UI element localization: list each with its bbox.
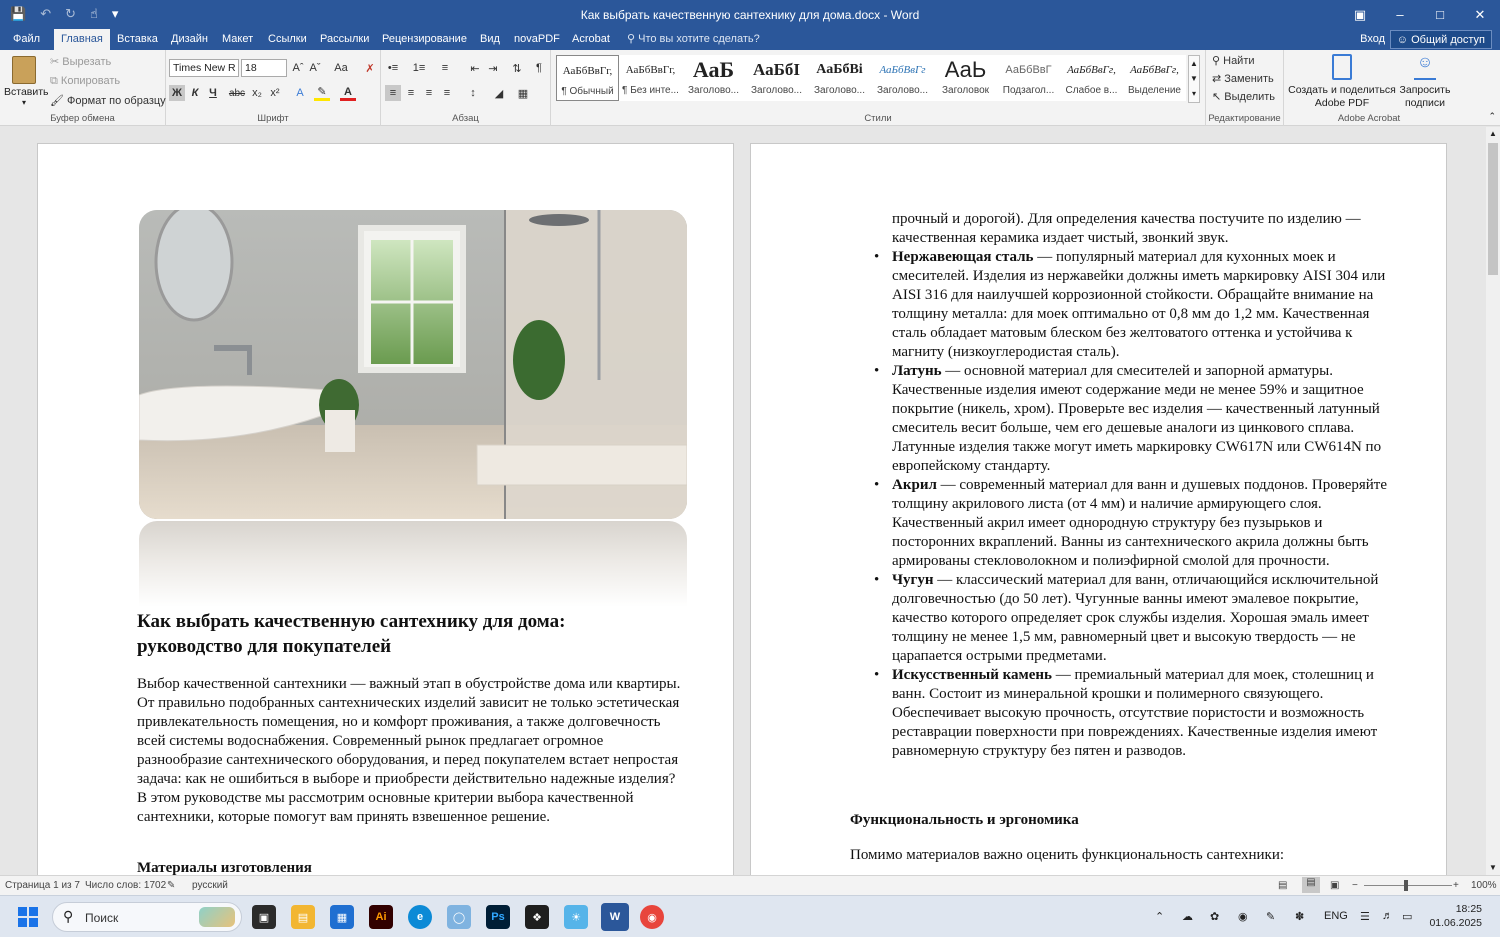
grow-font-icon[interactable]: Aˆ bbox=[292, 62, 304, 74]
replace-icon: ⇄ bbox=[1212, 73, 1225, 85]
bullets-icon[interactable]: •≡ bbox=[387, 62, 399, 74]
read-mode-icon[interactable]: ▤ bbox=[1278, 880, 1288, 891]
numbering-icon[interactable]: 1≡ bbox=[412, 62, 426, 74]
group-paragraph bbox=[381, 50, 551, 126]
function-heading: Функциональность и эргономика bbox=[850, 812, 1079, 828]
edge-icon[interactable]: e bbox=[408, 905, 432, 929]
group-styles bbox=[551, 50, 1206, 126]
style-normal[interactable]: АаБбВвГг, ¶ Обычный bbox=[556, 55, 619, 101]
materials-heading: Материалы изготовления bbox=[137, 860, 312, 875]
ribbon-tabs bbox=[0, 29, 1500, 50]
subscript-icon[interactable]: x₂ bbox=[252, 87, 262, 99]
sign-in-link[interactable]: Вход bbox=[1360, 33, 1385, 45]
superscript-icon[interactable]: x² bbox=[270, 87, 280, 99]
bluetooth-icon[interactable]: ✽ bbox=[1295, 911, 1305, 923]
style-heading-1[interactable]: АаБ Заголово... bbox=[682, 55, 745, 101]
select-button[interactable]: ↖ Выделить bbox=[1212, 91, 1276, 103]
vertical-scrollbar[interactable] bbox=[1486, 127, 1500, 875]
create-pdf-button[interactable]: Создать и поделиться Adobe PDF bbox=[1286, 54, 1398, 110]
function-paragraph: Помимо материалов важно оценить функциональность сантехники: bbox=[850, 847, 1285, 863]
tab-novapdf[interactable]: novaPDF bbox=[514, 33, 560, 45]
tab-acrobat[interactable]: Acrobat bbox=[572, 33, 610, 45]
cut-button[interactable]: ✂ Вырезать bbox=[50, 56, 112, 68]
style-emphasis[interactable]: АаБбВвГг, Выделение bbox=[1123, 55, 1186, 101]
weather-icon[interactable]: ☀ bbox=[564, 905, 588, 929]
bullet-icon: • bbox=[874, 363, 880, 379]
change-case-icon[interactable]: Aa bbox=[334, 62, 348, 74]
bullet-list bbox=[874, 210, 1397, 761]
ribbon-home bbox=[0, 50, 1500, 126]
clock-time[interactable]: 18:25 bbox=[1455, 903, 1482, 915]
wifi-icon[interactable]: ☰ bbox=[1360, 911, 1370, 923]
tab-file[interactable]: Файл bbox=[13, 33, 41, 45]
taskbar bbox=[0, 895, 1500, 937]
pilcrow-icon[interactable]: ¶ bbox=[536, 62, 542, 74]
group-label: Шрифт bbox=[257, 113, 289, 124]
search-icon: ⚲ bbox=[63, 908, 74, 924]
group-clipboard bbox=[0, 50, 166, 126]
style-subtitle[interactable]: АаБбВвГ Подзагол... bbox=[997, 55, 1060, 101]
onedrive-icon[interactable]: ☁ bbox=[1182, 911, 1193, 923]
lightbulb-icon: ⚲ bbox=[627, 33, 639, 45]
font-family-select[interactable]: Times New R bbox=[169, 59, 239, 77]
font-size-select[interactable]: 18 bbox=[241, 59, 287, 77]
increase-indent-icon[interactable]: ⇥ bbox=[488, 62, 498, 75]
text-effects-icon[interactable]: A bbox=[296, 87, 304, 99]
tab-view[interactable]: Вид bbox=[480, 33, 500, 45]
tray-app-icon[interactable]: ✿ bbox=[1210, 911, 1220, 923]
clock-date[interactable]: 01.06.2025 bbox=[1429, 917, 1482, 929]
photo-reflection bbox=[139, 521, 687, 607]
maximize-button[interactable]: □ bbox=[1436, 7, 1444, 22]
list-item: • Нержавеющая сталь — популярный материал для кухонных моек и смесителей. Изделия из нержавейки должны иметь маркировку AISI 304 или AISI 316 для наилучшей коррозионной стойкости. Обращайте внимание на толщину металла: для моек оптимально от 0,8 мм до 1,2 мм. Качественная сталь обладает матовым блеском без желтоватого оттенка и устойчива к магниту (низкоуглеродистая сталь). bbox=[874, 249, 1386, 360]
zoom-level[interactable]: 100% bbox=[1471, 880, 1497, 891]
paste-button[interactable]: Вставить ▾ bbox=[4, 54, 44, 112]
minimize-button[interactable]: – bbox=[1396, 7, 1404, 22]
list-item: • Латунь — основной материал для смесителей и запорной арматуры. Качественные изделия имеют содержание меди не менее 59% и защитное покрытие (никель, хром). Проверьте вес изделия — качественный латунный смеситель весит больше, чем его дешевые аналоги из цинкового сплава. Латунные изделия также могут иметь маркировку CW617N или CW614N по европейскому стандарту. bbox=[874, 363, 1382, 474]
illustrator-icon[interactable]: Ai bbox=[369, 905, 393, 929]
find-button[interactable]: ⚲ Найти bbox=[1212, 55, 1255, 67]
bullet-icon: • bbox=[874, 572, 880, 588]
window-title: Как выбрать качественную сантехнику для дома.docx - Word bbox=[580, 8, 920, 22]
zoom-in-icon[interactable]: + bbox=[1453, 880, 1459, 891]
title-bar bbox=[0, 0, 1500, 29]
styles-scroll[interactable]: ▲ ▼ ▾ bbox=[1188, 55, 1200, 103]
clear-formatting-icon[interactable]: ✗ bbox=[365, 62, 375, 75]
document-heading: Как выбрать качественную сантехнику для дома: руководство для покупателей bbox=[137, 611, 566, 657]
line-spacing-icon[interactable]: ↕ bbox=[470, 87, 476, 99]
zoom-out-icon[interactable]: − bbox=[1352, 880, 1358, 891]
group-font bbox=[166, 50, 381, 126]
tray-app2-icon[interactable]: ◉ bbox=[1238, 911, 1248, 923]
group-label: Абзац bbox=[452, 113, 479, 124]
group-label: Adobe Acrobat bbox=[1337, 113, 1401, 124]
copy-icon: ⧉ bbox=[50, 75, 61, 87]
tab-insert[interactable]: Вставка bbox=[117, 33, 158, 45]
group-label: Буфер обмена bbox=[50, 113, 115, 124]
scroll-thumb[interactable] bbox=[1488, 143, 1498, 275]
figma-icon[interactable]: ❖ bbox=[525, 905, 549, 929]
sort-icon[interactable]: ⇅ bbox=[512, 62, 522, 75]
store-icon[interactable]: ▦ bbox=[330, 905, 354, 929]
style-title[interactable]: АаЬ Заголовок bbox=[934, 55, 997, 101]
highlight-icon[interactable]: ✎ bbox=[314, 85, 330, 101]
style-heading-3[interactable]: АаБбВі Заголово... bbox=[808, 55, 871, 101]
customize-qat-icon[interactable]: ▾ bbox=[111, 6, 119, 21]
keyboard-language[interactable]: ENG bbox=[1324, 910, 1348, 922]
bold-icon[interactable]: Ж bbox=[169, 85, 185, 101]
photoshop-icon[interactable]: Ps bbox=[486, 905, 510, 929]
group-label: Редактирование bbox=[1208, 113, 1281, 124]
tab-review[interactable]: Рецензирование bbox=[382, 33, 467, 45]
status-bar bbox=[0, 875, 1500, 895]
tray-chevron-icon[interactable]: ⌃ bbox=[1155, 911, 1165, 923]
align-left-icon[interactable]: ≡ bbox=[385, 85, 401, 101]
shading-icon[interactable]: ◢ bbox=[494, 87, 504, 100]
list-item: • Чугун — классический материал для ванн, отличающийся исключительной долговечностью (до 50 лет). Чугунные ванны имеют эмалевое покрытие, качество которого определяет срок службы изделия. Хорошая эмаль имеет толщину не менее 1,5 мм, равномерный цвет и высокую твердость — не царапается острыми предметами. bbox=[874, 572, 1379, 664]
group-acrobat bbox=[1284, 50, 1454, 126]
undo-icon[interactable]: ↶ bbox=[40, 6, 52, 21]
style-no-spacing[interactable]: АаБбВвГг, ¶ Без инте... bbox=[619, 55, 682, 101]
chrome-icon[interactable]: ◉ bbox=[640, 905, 664, 929]
zoom-slider[interactable] bbox=[1364, 885, 1452, 886]
save-icon[interactable]: 💾 bbox=[10, 6, 27, 21]
replace-button[interactable]: ⇄ Заменить bbox=[1212, 73, 1274, 85]
task-view-icon[interactable]: ▣ bbox=[252, 905, 276, 929]
font-color-icon[interactable]: A bbox=[340, 85, 356, 101]
bullet-icon: • bbox=[874, 477, 880, 493]
decrease-indent-icon[interactable]: ⇤ bbox=[470, 62, 480, 75]
bullet-icon: • bbox=[874, 667, 880, 683]
volume-icon[interactable]: ♬ bbox=[1382, 910, 1393, 922]
style-subtle-emphasis[interactable]: АаБбВвГг, Слабое в... bbox=[1060, 55, 1123, 101]
search-highlight-image bbox=[199, 907, 235, 927]
group-label: Стили bbox=[864, 113, 892, 124]
bullet-icon: • bbox=[874, 249, 880, 265]
chevron-down-icon: ▾ bbox=[21, 98, 26, 107]
borders-icon[interactable]: ▦ bbox=[517, 87, 529, 100]
redo-icon[interactable]: ↻ bbox=[65, 6, 76, 21]
request-signatures-button[interactable]: ☺ Запросить подписи bbox=[1399, 54, 1451, 109]
print-layout-icon[interactable]: ▤ bbox=[1302, 877, 1320, 893]
intro-paragraph: Выбор качественной сантехники — важный этап в обустройстве дома или квартиры. От правильно подобранных сантехнических изделий зависит не только эстетическая привлекательность помещения, но и комфорт проживания, а также долговечность всей системы водоснабжения. Современный рынок предлагает огромное разнообразие сантехнического оборудования, и перед покупателем встает непростая задача: как не ошибиться в выборе и приобрести действительно надежные изделия? В этом руководстве мы рассмотрим основные критерии выбора качественной сантехники, которые помогут вам принять взвешенное решение. bbox=[137, 676, 681, 825]
underline-icon[interactable]: Ч bbox=[209, 87, 217, 99]
page-counter[interactable]: Страница 1 из 7 bbox=[5, 880, 80, 891]
brush-icon: 🖌 bbox=[50, 95, 68, 107]
format-painter-button[interactable]: 🖌 Формат по образцу bbox=[50, 95, 166, 107]
pdf-icon bbox=[1332, 54, 1352, 80]
word-count[interactable]: Число слов: 1702 bbox=[85, 880, 167, 891]
web-layout-icon[interactable]: ▣ bbox=[1330, 880, 1340, 891]
list-item: • Акрил — современный материал для ванн и душевых поддонов. Проверяйте толщину акрилового листа (от 4 мм) и наличие армирующего слоя. Качественный акрил имеет однородную структуру без пузырьков и посторонних вкраплений. Ванны из сантехнического акрила должны быть армированы стекловолокном и полиэфирной смолой для прочности. bbox=[874, 477, 1388, 569]
bathroom-image bbox=[139, 210, 687, 519]
list-item: • Искусственный камень — премиальный материал для моек, столешниц и ванн. Состоит из минеральной крошки и полимерного связующего. Обеспечивает высокую прочность, отсутствие пористости и возможность реставрации поверхности при повреждениях. Качественные изделия имеют равномерную структуру без пятен и разводов. bbox=[874, 667, 1378, 759]
page-2[interactable] bbox=[750, 143, 1447, 875]
copy-button[interactable]: ⧉ Копировать bbox=[50, 75, 121, 87]
document-area bbox=[0, 127, 1486, 875]
style-heading-2[interactable]: АаБбІ Заголово... bbox=[745, 55, 808, 101]
proofing-icon[interactable]: ✎ bbox=[167, 880, 176, 891]
align-center-icon[interactable]: ≡ bbox=[407, 87, 415, 99]
shrink-font-icon[interactable]: Aˇ bbox=[309, 62, 321, 74]
close-button[interactable]: ✕ bbox=[1474, 6, 1486, 22]
scissors-icon: ✂ bbox=[50, 56, 63, 68]
style-heading-4[interactable]: АаБбВвГг Заголово... bbox=[871, 55, 934, 101]
ribbon-display-icon[interactable]: ▣ bbox=[1353, 6, 1367, 22]
tray-app3-icon[interactable]: ✎ bbox=[1266, 911, 1276, 923]
word-icon[interactable]: W bbox=[601, 903, 629, 931]
group-editing bbox=[1206, 50, 1284, 126]
bathroom-photo bbox=[139, 210, 687, 519]
list-continuation: прочный и дорогой). Для определения качества постучите по изделию — качественная керамика издает чистый, звонкий звук. bbox=[892, 211, 1361, 246]
clipboard-icon bbox=[12, 56, 36, 84]
person-icon: ☺ bbox=[1396, 34, 1412, 46]
tab-design[interactable]: Дизайн bbox=[171, 33, 208, 45]
battery-icon[interactable]: ▭ bbox=[1402, 911, 1413, 923]
tab-references[interactable]: Ссылки bbox=[268, 33, 307, 45]
file-explorer-icon[interactable]: ▤ bbox=[291, 905, 315, 929]
align-right-icon[interactable]: ≡ bbox=[425, 87, 433, 99]
scroll-up-icon[interactable]: ▲ bbox=[1489, 129, 1497, 138]
strikethrough-icon[interactable]: abc bbox=[228, 87, 246, 99]
scroll-down-icon[interactable]: ▼ bbox=[1489, 863, 1497, 872]
tell-me-search[interactable]: ⚲ Что вы хотите сделать? bbox=[627, 33, 760, 45]
tab-mailings[interactable]: Рассылки bbox=[320, 33, 370, 45]
signature-icon: ☺ bbox=[1414, 54, 1436, 80]
touch-mode-icon[interactable]: ☝ bbox=[90, 6, 98, 21]
multilevel-list-icon[interactable]: ≡ bbox=[441, 62, 449, 74]
app-icon[interactable]: ◯ bbox=[447, 905, 471, 929]
cursor-icon: ↖ bbox=[1212, 91, 1225, 103]
collapse-ribbon-icon[interactable]: ⌃ bbox=[1488, 111, 1496, 121]
share-button[interactable]: ☺ Общий доступ bbox=[1390, 30, 1492, 49]
tab-layout[interactable]: Макет bbox=[222, 33, 254, 45]
search-icon: ⚲ bbox=[1212, 55, 1224, 67]
taskbar-search[interactable]: ⚲ Поиск bbox=[52, 902, 242, 932]
zoom-slider-thumb[interactable] bbox=[1404, 880, 1408, 891]
language-indicator[interactable]: русский bbox=[192, 880, 228, 891]
tab-home[interactable]: Главная bbox=[54, 29, 110, 50]
justify-icon[interactable]: ≡ bbox=[443, 87, 451, 99]
windows-start-icon[interactable] bbox=[18, 907, 38, 927]
page-1[interactable] bbox=[37, 143, 734, 875]
italic-icon[interactable]: К bbox=[191, 87, 199, 99]
